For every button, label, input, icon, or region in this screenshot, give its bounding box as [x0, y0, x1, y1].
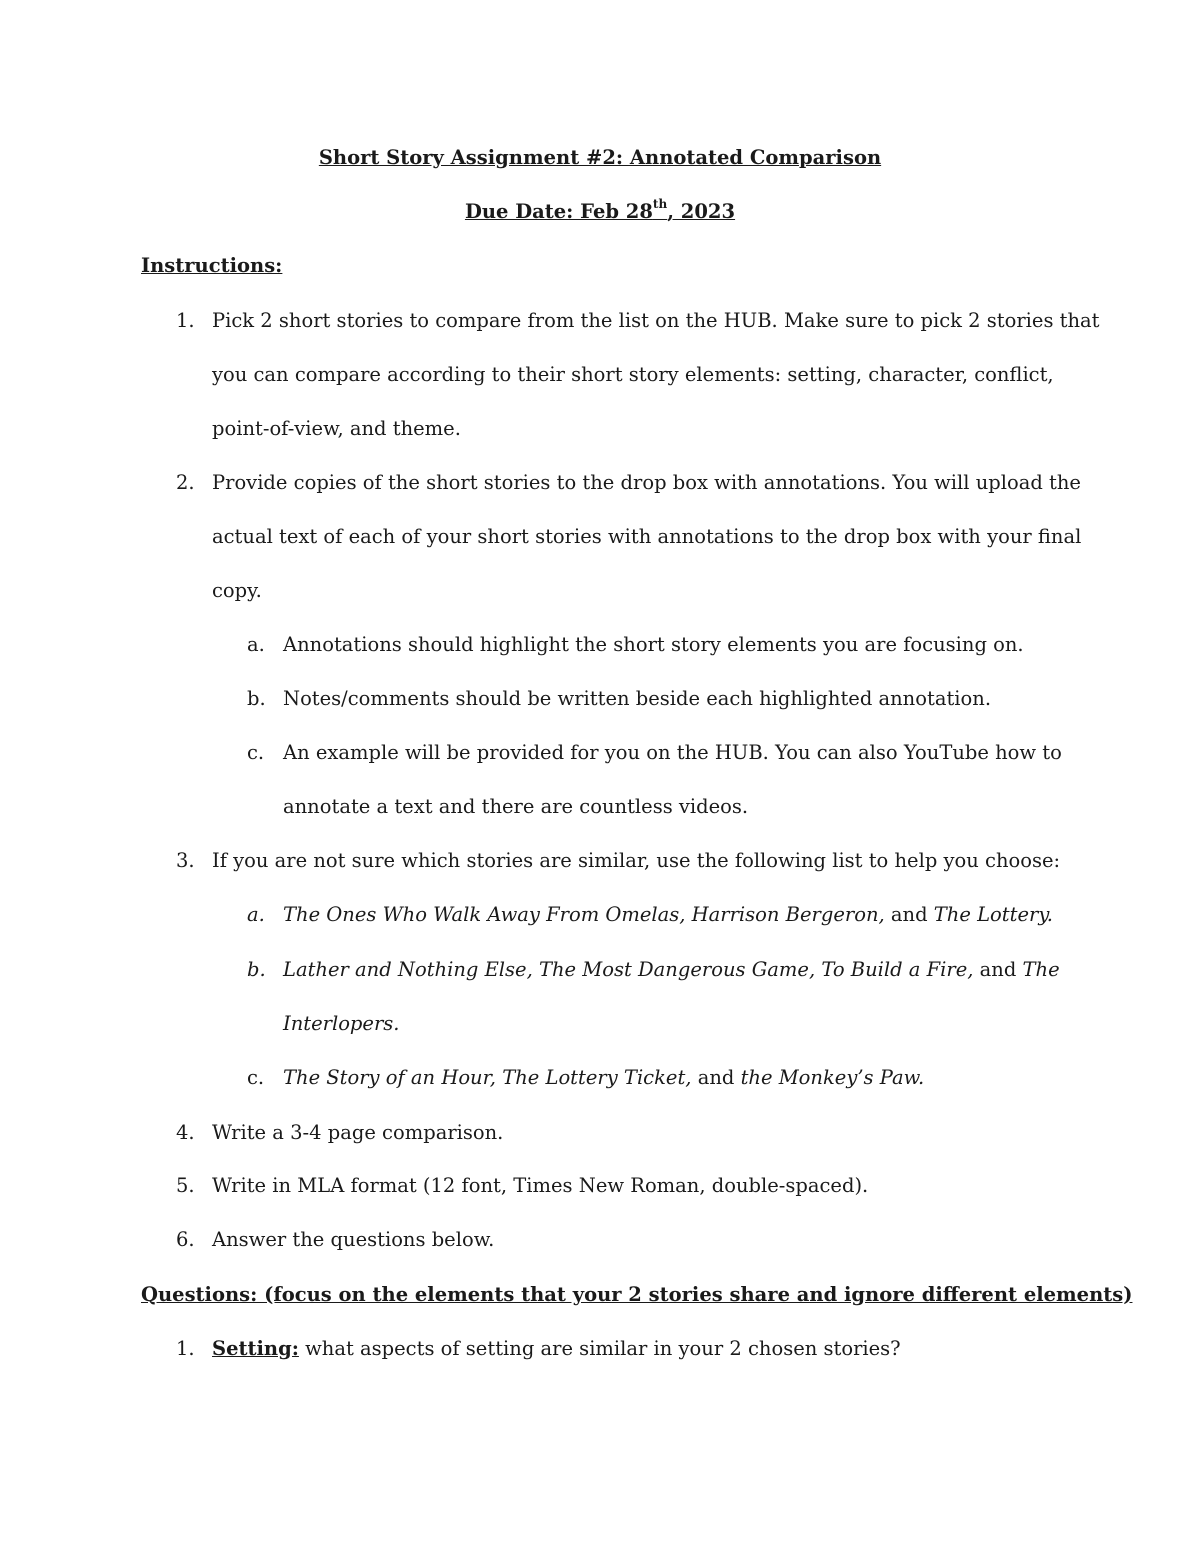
sublist-item-text: An example will be provided for you on the HUB. You can also YouTube how to: [283, 741, 1062, 764]
sublist-marker: c.: [247, 1066, 265, 1089]
story-title: the Monkey’s Paw.: [740, 1066, 925, 1089]
due-date-prefix: Due Date: Feb 28: [464, 200, 653, 223]
list-marker: 5.: [176, 1174, 195, 1197]
story-title-continued: Interlopers.: [283, 1012, 400, 1035]
questions-heading: Questions: (focus on the elements that your 2 stories share and ignore different elements): [141, 1283, 1133, 1306]
due-date-superscript: th: [652, 197, 668, 211]
instructions-heading: Instructions:: [141, 254, 283, 277]
sublist-marker: c.: [247, 741, 265, 764]
story-group-a: [283, 905, 1053, 925]
due-date-suffix: , 2023: [667, 200, 736, 223]
story-titles: The Ones Who Walk Away From Omelas, Harrison Bergeron,: [283, 903, 885, 926]
list-marker: 1.: [176, 309, 195, 332]
list-item-text: If you are not sure which stories are similar, use the following list to help you choose:: [212, 849, 1061, 872]
sublist-item-text: Notes/comments should be written beside each highlighted annotation.: [283, 687, 992, 710]
list-item-text: Write a 3-4 page comparison.: [212, 1121, 504, 1144]
conjunction: and: [884, 903, 934, 926]
question-item: [212, 1339, 901, 1359]
sublist-marker: a.: [247, 633, 265, 656]
list-item-text: Pick 2 short stories to compare from the list on the HUB. Make sure to pick 2 stories that: [212, 309, 1100, 332]
story-title: The Lottery.: [933, 903, 1053, 926]
list-item-text: Write in MLA format (12 font, Times New Roman, double-spaced).: [212, 1174, 869, 1197]
question-text: what aspects of setting are similar in your 2 chosen stories?: [298, 1337, 901, 1360]
story-group-b: [283, 960, 1060, 980]
sublist-item-text: Annotations should highlight the short story elements you are focusing on.: [283, 633, 1024, 656]
list-marker: 4.: [176, 1121, 195, 1144]
story-group-c: [283, 1068, 924, 1088]
question-label: Setting:: [212, 1337, 299, 1360]
due-date: [0, 197, 1200, 223]
list-item-text: copy.: [212, 579, 262, 602]
list-item-text: you can compare according to their short story elements: setting, character, conflict,: [212, 363, 1054, 386]
conjunction: and: [691, 1066, 741, 1089]
sublist-marker: b.: [247, 958, 266, 981]
list-marker: 3.: [176, 849, 195, 872]
sublist-item-text: annotate a text and there are countless videos.: [283, 795, 749, 818]
list-item-text: actual text of each of your short stories with annotations to the drop box with your final: [212, 525, 1082, 548]
conjunction: and: [973, 958, 1023, 981]
story-titles: The Story of an Hour, The Lottery Ticket,: [283, 1066, 692, 1089]
question-marker: 1.: [176, 1337, 195, 1360]
document-title: Short Story Assignment #2: Annotated Comparison: [318, 146, 882, 169]
list-item-text: Provide copies of the short stories to the drop box with annotations. You will upload the: [212, 471, 1081, 494]
story-title: The: [1022, 958, 1060, 981]
list-marker: 6.: [176, 1228, 195, 1251]
list-item-text: Answer the questions below.: [212, 1228, 495, 1251]
sublist-marker: b.: [247, 687, 266, 710]
list-item-text: point-of-view, and theme.: [212, 417, 461, 440]
sublist-marker: a.: [247, 903, 265, 926]
list-marker: 2.: [176, 471, 195, 494]
story-titles: Lather and Nothing Else, The Most Dangerous Game, To Build a Fire,: [283, 958, 974, 981]
